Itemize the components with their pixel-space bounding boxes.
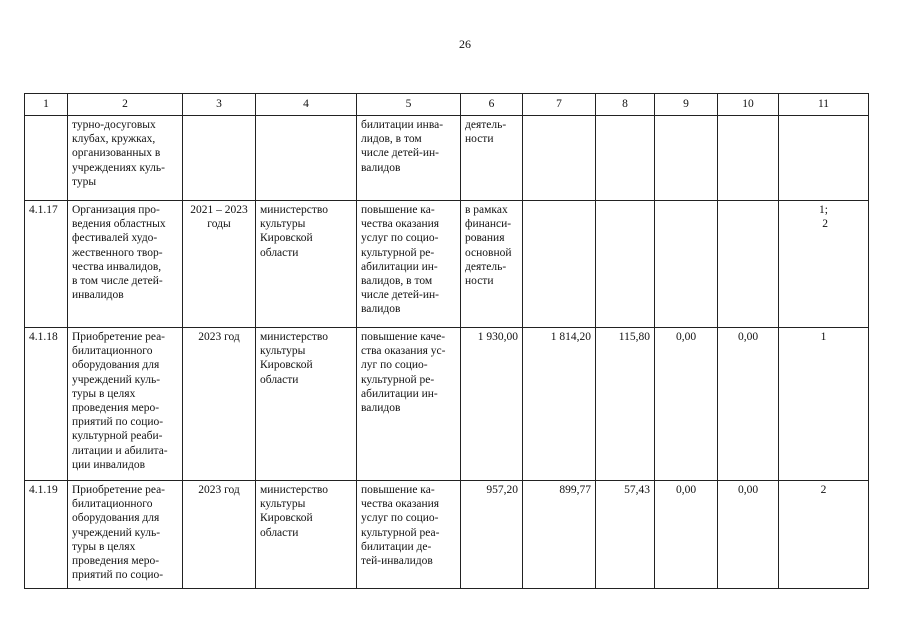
funding-col9	[655, 201, 718, 328]
header-cell-2: 2	[68, 94, 183, 116]
indicator-ref: 1; 2	[779, 201, 869, 328]
executor: министерство культуры Кировской области	[256, 328, 357, 481]
measure-name: Приобретение реа- билитационного оборудования для учреждений куль- туры в целях проведения меро- приятий по социо-	[68, 481, 183, 589]
funding-col8	[596, 201, 655, 328]
header-cell-9: 9	[655, 94, 718, 116]
funding-col8	[596, 116, 655, 201]
program-table	[24, 93, 869, 589]
item-number: 4.1.19	[25, 481, 68, 589]
period: 2023 год	[183, 481, 256, 589]
executor: министерство культуры Кировской области	[256, 481, 357, 589]
indicator-ref: 1	[779, 328, 869, 481]
measure-name: Приобретение реа- билитационного оборудования для учреждений куль- туры в целях проведения меро- приятий по социо- культурной реаби- литации и абилита- ции инвалидов	[68, 328, 183, 481]
funding-col7	[523, 116, 596, 201]
funding-col10: 0,00	[718, 481, 779, 589]
funding-total: 1 930,00	[461, 328, 523, 481]
item-number: 4.1.18	[25, 328, 68, 481]
header-cell-11: 11	[779, 94, 869, 116]
expected-result: повышение каче- ства оказания ус- луг по социо- культурной ре- абилитации ин- валидов	[357, 328, 461, 481]
funding-col9: 0,00	[655, 481, 718, 589]
header-cell-1: 1	[25, 94, 68, 116]
funding-col10: 0,00	[718, 328, 779, 481]
funding-col9	[655, 116, 718, 201]
funding-col7	[523, 201, 596, 328]
header-cell-6: 6	[461, 94, 523, 116]
header-cell-8: 8	[596, 94, 655, 116]
funding-col9: 0,00	[655, 328, 718, 481]
period: 2021 – 2023 годы	[183, 201, 256, 328]
period: 2023 год	[183, 328, 256, 481]
expected-result: повышение ка- чества оказания услуг по социо- культурной ре- абилитации ин- валидов, в том числе детей-ин- валидов	[357, 201, 461, 328]
executor	[256, 116, 357, 201]
funding-col10	[718, 116, 779, 201]
item-number: 4.1.17	[25, 201, 68, 328]
table-row	[25, 116, 869, 201]
header-cell-7: 7	[523, 94, 596, 116]
header-cell-3: 3	[183, 94, 256, 116]
table-row	[25, 481, 869, 589]
funding-total: деятель- ности	[461, 116, 523, 201]
funding-col8: 57,43	[596, 481, 655, 589]
measure-name: турно-досуговых клубах, кружках, организованных в учреждениях куль- туры	[68, 116, 183, 201]
funding-col8: 115,80	[596, 328, 655, 481]
funding-col7: 1 814,20	[523, 328, 596, 481]
item-number	[25, 116, 68, 201]
table-row	[25, 201, 869, 328]
header-row	[25, 94, 869, 116]
funding-col7: 899,77	[523, 481, 596, 589]
expected-result: повышение ка- чества оказания услуг по социо- культурной реа- билитации де- тей-инвалидов	[357, 481, 461, 589]
executor: министерство культуры Кировской области	[256, 201, 357, 328]
table-row	[25, 328, 869, 481]
header-cell-5: 5	[357, 94, 461, 116]
header-cell-10: 10	[718, 94, 779, 116]
measure-name: Организация про- ведения областных фестивалей худо- жественного твор- чества инвалидов, в том числе детей- инвалидов	[68, 201, 183, 328]
indicator-ref	[779, 116, 869, 201]
funding-col10	[718, 201, 779, 328]
page-number: 26	[459, 37, 471, 51]
header-cell-4: 4	[256, 94, 357, 116]
funding-total: в рамках финанси- рования основной деятель- ности	[461, 201, 523, 328]
expected-result: билитации инва- лидов, в том числе детей-ин- валидов	[357, 116, 461, 201]
period	[183, 116, 256, 201]
indicator-ref: 2	[779, 481, 869, 589]
funding-total: 957,20	[461, 481, 523, 589]
